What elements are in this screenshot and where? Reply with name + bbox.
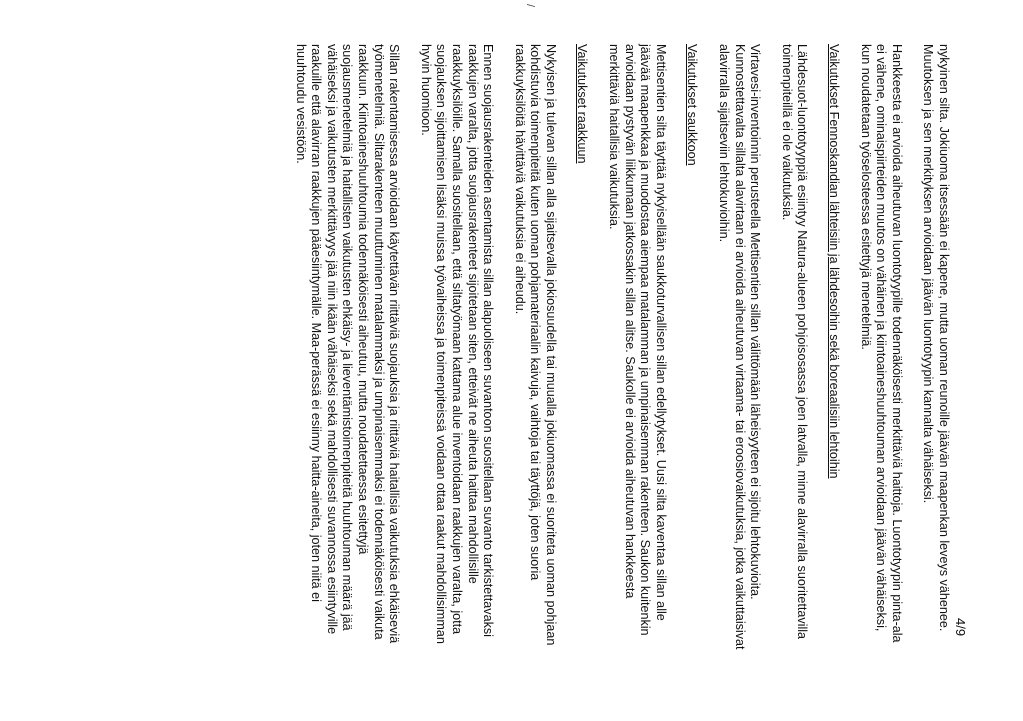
paragraph-lahdesuot: Lähdesuot-luontotyyppiä esiintyy Natura-alueen pohjoisosassa joen latvalla, minne alavirralla suoritettavilla toimenpiteillä ei ole vaikutuksia. [779, 44, 810, 640]
paragraph-ennen: Ennen suojausrakenteiden asentamista sillan alapuoliseen suvantoon suositellaan suvanto tarkistettavaksi raakkujen varalta, jotta suojausrakenteet sijoitetaan siten, etteivät ne aiheuta haittaa mahdollisille raakkuyksilöille. Samalla suositellaan, että siltatyömaan kattama alue inventoidaan raakkujen varalta, jotta suojauksen sijoittamisen lisäksi muissa työvaiheissa ja toimenpiteissä voidaan ottaa raakut mahdollisimman hyvin huomioon. [418, 44, 496, 644]
paragraph-intro: nykyinen silta. Jokiuoma itsessään ei kapene, mutta uoman reunoille jäävän maapenkan leveys vähenee. Muutoksen ja sen merkityksen arvioidaan jäävän luontotyypin kannalta vähäiseksi. [921, 44, 951, 632]
stray-mark: / [524, 4, 536, 8]
document-body [276, 44, 951, 652]
paragraph-virtavesi: Virtavesi-inventoinnin perusteella Mettisentien sillan välittömään läheisyyteen ei sijoitu lehtokuvioita. Kunnostettavalta sillalta alavirtaan ei arvioida aiheutuvan virtaama- tai eroosiovaikutuksia, jotka vaikuttaisivat alavirralla sijaitseviin lehtokuvioihin. [717, 44, 763, 650]
page-number: 4/9 [953, 618, 968, 637]
section-heading-raakkuun: Vaikutukset raakkuun [575, 44, 590, 164]
paragraph-nykyisen: Nykyisen ja tulevan sillan alla sijaitsevalla jokiosuudella tai muualla jokiuomassa ei suoriteta uoman pohjaan kohdistuvia toimenpiteitä kuten uoman pohjamateriaalin kaivuja, vaihtoja tai täyttöjä, joten suoria raakkuyksilöitä hävittäviä vaikutuksia ei aiheudu. [512, 44, 558, 646]
paragraph-sillan: Sillan rakentamisessa arvioidaan käytettävän riittäviä suojauksia ja riittäviä haitallisia vaikutuksia ehkäiseviä työmenetelmiä. Siltarakenteen muuttuminen matalammaksi ja umpinaisemmaksi ei todennäköisesti vaikuta raakkuun. Kiintoaineshuuhtoumia todennäköisesti aiheutuu, mutta noudatettaessa esitettyjä suojausmenetelmiä ja haitallisten vaikutusten ehkäisy- ja lieventämistoimenpiteitä huuhtouman määrä jää vähäiseksi ja vaikutusten merkittävyys jää niin ikään vähäiseksi sekä mahdollisesti suvannossa esiintyville raakuille että alavirran raakkujen pääesiintymälle. Maa-perässä ei esiinny haitta-aineita, joten niitä ei huuhtoudu vesistöön. [293, 44, 402, 644]
section-heading-saukkoon: Vaikutukset saukkoon [685, 44, 700, 166]
paragraph-mettisentien: Mettisentien silta täyttää nykyisellään saukkoturvallisen sillan edellytykset. Uusi silta kaventaa sillan alle jäävää maapenkkaa ja muodostaa aiempaa matalamman ja umpinaisemman rakenteen. Saukon kuitenkin arvioidaan pystyvän liikkumaan jatkossakin sillan alitse. Saukolle ei arvioida aiheutuvan hankkeesta merkittäviä haitallisia vaikutuksia. [607, 44, 668, 636]
paragraph-hankkeesta: Hankkeesta ei arvioida aiheutuvan luontotyypille todennäköisesti merkittäviä haittoja. Luontotyypin pinta-ala ei vähene, ominaispiirteiden muutos on vähäinen ja kiintoaineshuuhtouman arvioidaan jäävän vähäiseksi, kun noudatetaan työselosteessa esitettyjä menetelmiä. [858, 44, 904, 643]
section-heading-fennoskandian: Vaikutukset Fennoskandian lähteisiin ja lähdesoihin sekä boreaalisiin lehtoihin [827, 44, 842, 479]
